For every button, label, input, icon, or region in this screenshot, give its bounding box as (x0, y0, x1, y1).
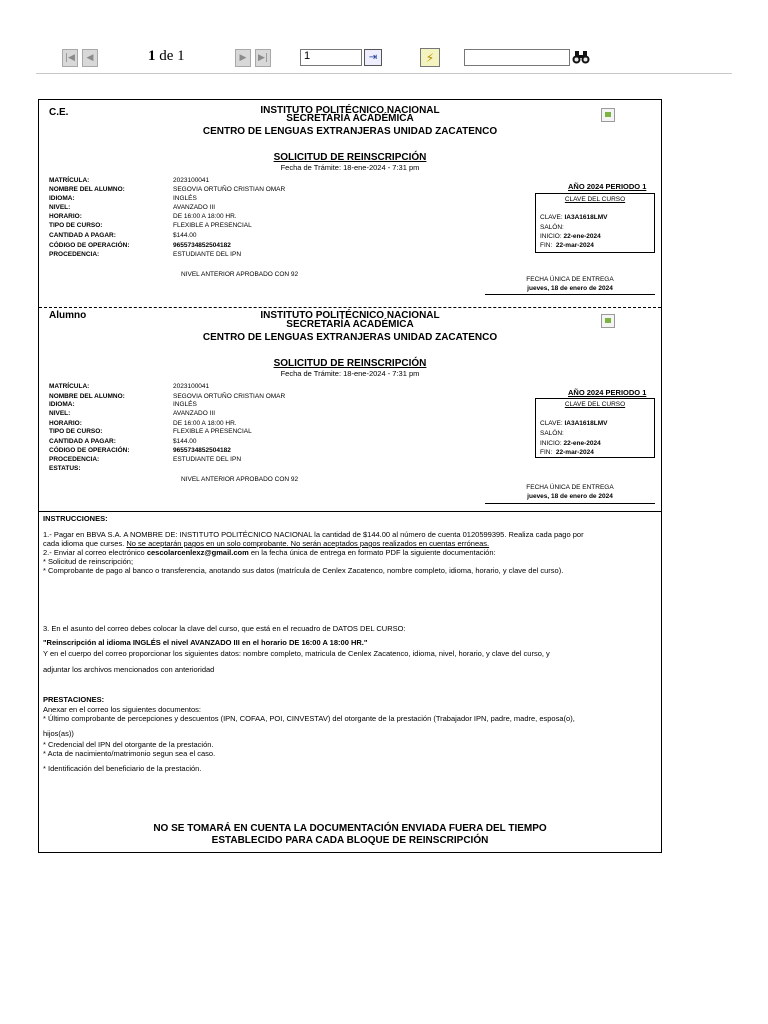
broken-image-icon (601, 314, 615, 328)
centro-name: CENTRO DE LENGUAS EXTRANJERAS UNIDAD ZACATENCO (202, 126, 498, 137)
field-value: FLEXIBLE A PRESENCIAL (173, 428, 252, 435)
field-label: TIPO DE CURSO: (49, 222, 103, 229)
lightning-icon[interactable]: ⚡ (420, 48, 440, 67)
field-value: DE 16:00 A 18:00 HR. (173, 213, 237, 220)
salon-line (540, 430, 564, 437)
copy-ce (39, 100, 661, 307)
field-row (49, 231, 429, 240)
field-label: CÓDIGO DE OPERACIÓN: (49, 242, 130, 249)
periodo-label: AÑO 2024 PERIODO 1 (568, 388, 647, 397)
instruction-2-text: 2.- Enviar al correo electrónico (43, 548, 145, 557)
field-row (49, 382, 429, 391)
field-label: NOMBRE DEL ALUMNO: (49, 393, 125, 400)
inicio-label: INICIO: (540, 233, 562, 240)
go-to-page-icon[interactable]: ⇥ (364, 49, 382, 66)
fin-value: 22-mar-2024 (555, 449, 594, 456)
report-document (38, 99, 662, 853)
instruction-3: 3. En el asunto del correo debes colocar la clave del curso, que está en el recuadro de DATOS DEL CURSO: (43, 624, 406, 633)
broken-image-icon (601, 108, 615, 122)
copy-label: C.E. (49, 107, 69, 118)
field-label: CANTIDAD A PAGAR: (49, 232, 116, 239)
field-label: HORARIO: (49, 420, 82, 427)
field-label: MATRÍCULA: (49, 177, 90, 184)
inicio-line (540, 233, 601, 240)
fin-line (540, 449, 594, 456)
search-input[interactable] (464, 49, 570, 66)
instruction-1-line: 1.- Pagar en BBVA S.A. A NOMBRE DE: INSTITUTO POLITÉCNICO NACIONAL la cantidad de $144.00 al número de cuenta 0120599395. Realiza cada pago por (43, 530, 584, 539)
field-value: INGLÉS (173, 401, 197, 408)
field-row (49, 212, 429, 221)
final-warning: ESTABLECIDO PARA CADA BLOQUE DE REINSCRIPCIÓN (211, 835, 489, 846)
instructions-heading: INSTRUCCIONES: (43, 514, 108, 523)
secretaria-name: SECRETARÍA ACADÉMICA (286, 113, 414, 124)
entrega-date: jueves, 18 de enero de 2024 (527, 285, 613, 292)
previous-page-icon[interactable]: ◀ (82, 49, 98, 67)
field-label: ESTATUS: (49, 465, 81, 472)
instruction-1-warning: No se aceptarán pagos en un solo comprobante. No serán aceptados pagos realizados en cuentas erróneas. (126, 539, 490, 548)
field-value: DE 16:00 A 18:00 HR. (173, 420, 237, 427)
inicio-value: 22-ene-2024 (563, 233, 601, 240)
field-label: PROCEDENCIA: (49, 456, 100, 463)
field-value: 9655734852504182 (173, 447, 231, 454)
copy-alumno (39, 307, 661, 512)
prestaciones-item: * Acta de nacimiento/matrimonio segun sea el caso. (43, 749, 216, 758)
page-number-input[interactable]: 1 (300, 49, 362, 66)
form-title: SOLICITUD DE REINSCRIPCIÓN (273, 358, 427, 369)
toolbar-divider (36, 73, 732, 74)
prestaciones-item: * Credencial del IPN del otorgante de la prestación. (43, 740, 214, 749)
fin-label: FIN: (540, 242, 553, 249)
clave-label: CLAVE: (540, 420, 563, 427)
field-label: NOMBRE DEL ALUMNO: (49, 186, 125, 193)
instruction-3-subject: "Reinscripción al idioma INGLÉS el nivel AVANZADO III en el horario DE 16:00 A 18:00 HR." (43, 638, 368, 647)
field-value: 9655734852504182 (173, 242, 231, 249)
institute-name: INSTITUTO POLITÉCNICO NACIONAL (260, 310, 440, 321)
inicio-line (540, 440, 601, 447)
field-row (49, 446, 429, 455)
field-row (49, 203, 429, 212)
prestaciones-heading: PRESTACIONES: (43, 695, 105, 704)
field-row (49, 455, 429, 464)
field-value: SEGOVIA ORTUÑO CRISTIAN OMAR (173, 393, 286, 400)
form-title: SOLICITUD DE REINSCRIPCIÓN (273, 152, 427, 163)
field-label: IDIOMA: (49, 195, 75, 202)
field-label: CANTIDAD A PAGAR: (49, 438, 116, 445)
next-page-icon[interactable]: ▶ (235, 49, 251, 67)
tramite-date: Fecha de Trámite: 18-ene-2024 - 7:31 pm (280, 163, 420, 172)
periodo-label: AÑO 2024 PERIODO 1 (568, 182, 647, 191)
instruction-1-text: cada idioma que curses. (43, 539, 125, 548)
clave-header: CLAVE DEL CURSO (564, 196, 626, 203)
entrega-underline (485, 294, 655, 295)
fin-line (540, 242, 594, 249)
salon-label: SALÓN: (540, 430, 564, 437)
field-value: AVANZADO III (173, 410, 216, 417)
field-value: SEGOVIA ORTUÑO CRISTIAN OMAR (173, 186, 286, 193)
clave-line (540, 214, 607, 221)
inicio-label: INICIO: (540, 440, 562, 447)
nivel-anterior: NIVEL ANTERIOR APROBADO CON 92 (181, 476, 299, 483)
total-pages: 1 (177, 48, 185, 64)
entrega-block (485, 275, 655, 293)
field-label: PROCEDENCIA: (49, 251, 100, 258)
instruction-1-line (43, 539, 655, 548)
instructions-section (39, 511, 661, 854)
last-page-icon[interactable]: ▶| (255, 49, 271, 67)
current-page-number: 1 (148, 48, 156, 64)
fin-value: 22-mar-2024 (555, 242, 594, 249)
field-value: AVANZADO III (173, 204, 216, 211)
field-row (49, 250, 429, 259)
entrega-label: FECHA ÚNICA DE ENTREGA (526, 484, 614, 491)
field-value: ESTUDIANTE DEL IPN (173, 251, 242, 258)
prestaciones-intro: Anexar en el correo los siguientes documentos: (43, 705, 202, 714)
field-value: INGLÉS (173, 195, 197, 202)
institute-name: INSTITUTO POLITÉCNICO NACIONAL (260, 105, 440, 116)
salon-label: SALÓN: (540, 224, 564, 231)
email-address: cescolarcenlexz@gmail.com (146, 548, 249, 557)
inicio-value: 22-ene-2024 (563, 440, 601, 447)
centro-name: CENTRO DE LENGUAS EXTRANJERAS UNIDAD ZACATENCO (202, 332, 498, 343)
field-row (49, 194, 429, 203)
instruction-2-text: en la fecha única de entrega en formato PDF la siguiente documentación: (250, 548, 496, 557)
instruction-2-item: * Comprobante de pago al banco o transferencia, anotando sus datos (matrícula de Cenlex Zacatenco, nombre completo, idioma, horario, y clave del curso). (43, 566, 564, 575)
entrega-block (485, 483, 655, 501)
clave-box (535, 398, 655, 458)
field-row (49, 241, 429, 250)
field-value: FLEXIBLE A PRESENCIAL (173, 222, 252, 229)
entrega-date: jueves, 18 de enero de 2024 (527, 493, 613, 500)
field-value: $144.00 (173, 438, 197, 445)
field-label: NIVEL: (49, 204, 71, 211)
field-row (49, 185, 429, 194)
field-row (49, 176, 429, 185)
binoculars-icon[interactable] (571, 48, 591, 67)
field-row (49, 464, 429, 473)
field-label: CÓDIGO DE OPERACIÓN: (49, 447, 130, 454)
field-label: TIPO DE CURSO: (49, 428, 103, 435)
secretaria-name: SECRETARÍA ACADÉMICA (286, 319, 414, 330)
field-row (49, 409, 429, 418)
field-label: IDIOMA: (49, 401, 75, 408)
instruction-3-body: adjuntar los archivos mencionados con anterioridad (43, 665, 215, 674)
entrega-underline (485, 503, 655, 504)
fin-label: FIN: (540, 449, 553, 456)
entrega-label: FECHA ÚNICA DE ENTREGA (526, 276, 614, 283)
nivel-anterior: NIVEL ANTERIOR APROBADO CON 92 (181, 271, 299, 278)
report-toolbar (0, 0, 768, 80)
page-indicator (148, 48, 185, 65)
final-warning: NO SE TOMARÁ EN CUENTA LA DOCUMENTACIÓN ENVIADA FUERA DEL TIEMPO (153, 823, 547, 834)
tramite-date: Fecha de Trámite: 18-ene-2024 - 7:31 pm (280, 369, 420, 378)
clave-box (535, 193, 655, 253)
prestaciones-item: * Último comprobante de percepciones y descuentos (IPN, COFAA, POI, CINVESTAV) del otorgante de la prestación (Trabajador IPN, padre, madre, esposa(o), (43, 714, 575, 723)
clave-header: CLAVE DEL CURSO (564, 401, 626, 408)
prestaciones-item: * Identificación del beneficiario de la prestación. (43, 764, 202, 773)
page-separator: de (159, 48, 174, 64)
first-page-icon[interactable]: |◀ (62, 49, 78, 67)
clave-value: IA3A1618LMV (564, 214, 608, 221)
copy-label: Alumno (49, 310, 87, 321)
clave-label: CLAVE: (540, 214, 563, 221)
field-value: ESTUDIANTE DEL IPN (173, 456, 242, 463)
field-row (49, 427, 429, 436)
prestaciones-item: hijos(as)) (43, 729, 74, 738)
salon-line (540, 224, 564, 231)
instruction-2-line (43, 548, 655, 557)
instruction-3-body: Y en el cuerpo del correo proporcionar los siguientes datos: nombre completo, matricula de Cenlex Zacatenco, idioma, nivel, horario, y clave del curso, y (43, 649, 550, 658)
field-value: 2023100041 (173, 177, 210, 184)
instruction-1 (43, 530, 655, 575)
field-label: HORARIO: (49, 213, 82, 220)
field-label: NIVEL: (49, 410, 71, 417)
field-row (49, 221, 429, 230)
clave-value: IA3A1618LMV (564, 420, 608, 427)
field-row (49, 437, 429, 446)
field-row (49, 400, 429, 409)
field-value: $144.00 (173, 232, 197, 239)
clave-line (540, 420, 607, 427)
field-value: 2023100041 (173, 383, 210, 390)
field-label: MATRÍCULA: (49, 383, 90, 390)
instruction-2-item: * Solicitud de reinscripción; (43, 557, 134, 566)
